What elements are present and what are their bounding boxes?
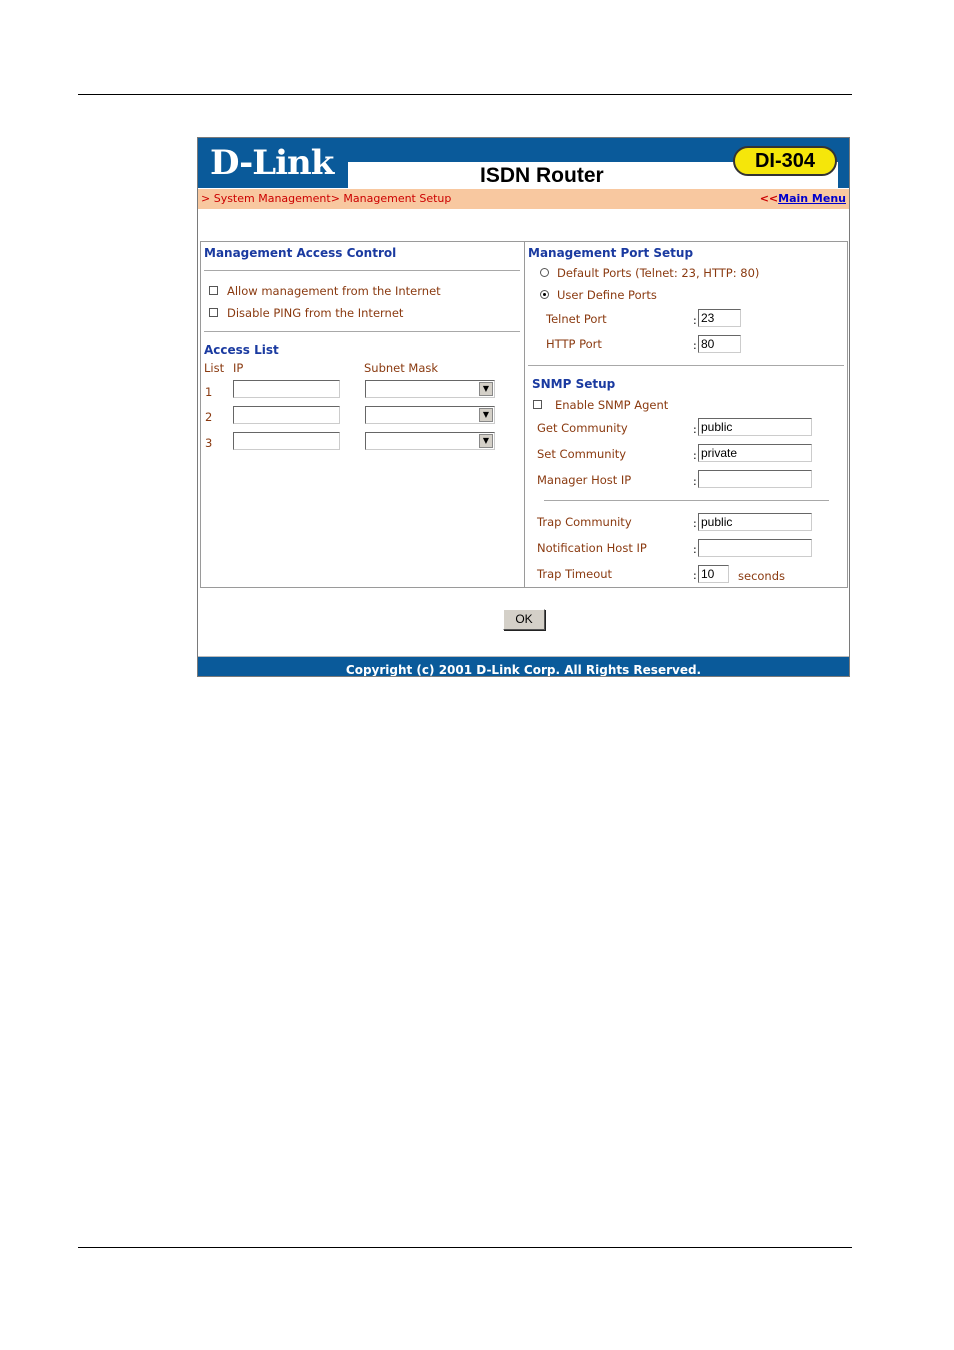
footer [198, 656, 849, 677]
main-menu-link[interactable]: Main Menu [778, 192, 846, 205]
divider [204, 331, 520, 332]
access-ip-input-3[interactable] [233, 432, 340, 450]
divider [528, 365, 844, 366]
disable-ping-checkbox[interactable] [209, 308, 218, 317]
enable-snmp-label: Enable SNMP Agent [555, 398, 669, 412]
access-control-panel [200, 241, 525, 588]
product-title: ISDN Router [480, 164, 604, 187]
divider [204, 270, 520, 271]
trap-timeout-label: Trap Timeout [537, 567, 613, 581]
default-ports-label: Default Ports (Telnet: 23, HTTP: 80) [557, 266, 760, 280]
set-community-input[interactable] [698, 444, 812, 462]
manager-host-ip-input[interactable] [698, 470, 812, 488]
trap-timeout-unit: seconds [738, 569, 786, 583]
col-ip-header: IP [233, 361, 244, 375]
port-setup-title: Management Port Setup [528, 246, 694, 260]
user-define-radio[interactable] [540, 290, 549, 299]
list-index-3: 3 [205, 436, 213, 450]
subnet-mask-select-1[interactable] [365, 380, 495, 398]
chevron-down-icon[interactable]: ▼ [479, 434, 493, 448]
notification-host-ip-input[interactable] [698, 539, 812, 557]
http-port-label: HTTP Port [546, 337, 602, 351]
port-snmp-panel: Management Port Setup Default Ports (Telnet: 23, HTTP: 80) User Define Ports Telnet Port : 23 HTTP Port : 80 SNMP Setup Enable SNMP Agent Get Community : public Set Community : private Manager Host IP : Trap Community : public Notification Host IP : Trap Timeout : 10 seconds [524, 241, 848, 588]
col-mask-header: Subnet Mask [364, 361, 439, 375]
main-menu-link-wrap [760, 192, 846, 205]
chevron-down-icon[interactable]: ▼ [479, 382, 493, 396]
breadcrumb: > System Management> Management Setup [201, 192, 452, 205]
list-index-1: 1 [205, 385, 213, 399]
subnet-mask-select-2[interactable] [365, 406, 495, 424]
http-port-input[interactable] [698, 335, 741, 353]
enable-snmp-checkbox[interactable] [533, 400, 542, 409]
allow-mgmt-label: Allow management from the Internet [227, 284, 441, 298]
get-community-input[interactable] [698, 418, 812, 436]
telnet-port-input[interactable] [698, 309, 741, 327]
bottom-rule [78, 1247, 852, 1248]
model-badge: DI-304 [733, 146, 837, 176]
header-banner [198, 138, 849, 188]
access-control-title: Management Access Control [204, 246, 397, 260]
breadcrumb-bar [198, 189, 849, 209]
access-list-title: Access List [204, 343, 279, 357]
get-community-label: Get Community [537, 421, 628, 435]
trap-timeout-input[interactable] [698, 565, 729, 583]
default-ports-radio[interactable] [540, 268, 549, 277]
allow-mgmt-checkbox[interactable] [209, 286, 218, 295]
notification-host-ip-label: Notification Host IP [537, 541, 647, 555]
back-arrows: << [759, 192, 779, 205]
divider [544, 500, 829, 501]
trap-community-input[interactable] [698, 513, 812, 531]
snmp-title: SNMP Setup [532, 377, 616, 391]
dlink-logo: D-Link [210, 143, 334, 183]
list-index-2: 2 [205, 410, 213, 424]
user-define-label: User Define Ports [557, 288, 657, 302]
col-list-header: List [204, 361, 225, 375]
chevron-down-icon[interactable]: ▼ [479, 408, 493, 422]
copyright-text: Copyright (c) 2001 D-Link Corp. All Rights Reserved. [345, 663, 702, 677]
top-rule [78, 94, 852, 95]
access-ip-input-1[interactable] [233, 380, 340, 398]
set-community-label: Set Community [537, 447, 627, 461]
ok-button[interactable]: OK [503, 609, 545, 630]
router-config-window [197, 137, 850, 677]
trap-community-label: Trap Community [537, 515, 632, 529]
subnet-mask-select-3[interactable] [365, 432, 495, 450]
access-ip-input-2[interactable] [233, 406, 340, 424]
disable-ping-label: Disable PING from the Internet [227, 306, 404, 320]
telnet-port-label: Telnet Port [546, 312, 607, 326]
manager-host-ip-label: Manager Host IP [537, 473, 632, 487]
